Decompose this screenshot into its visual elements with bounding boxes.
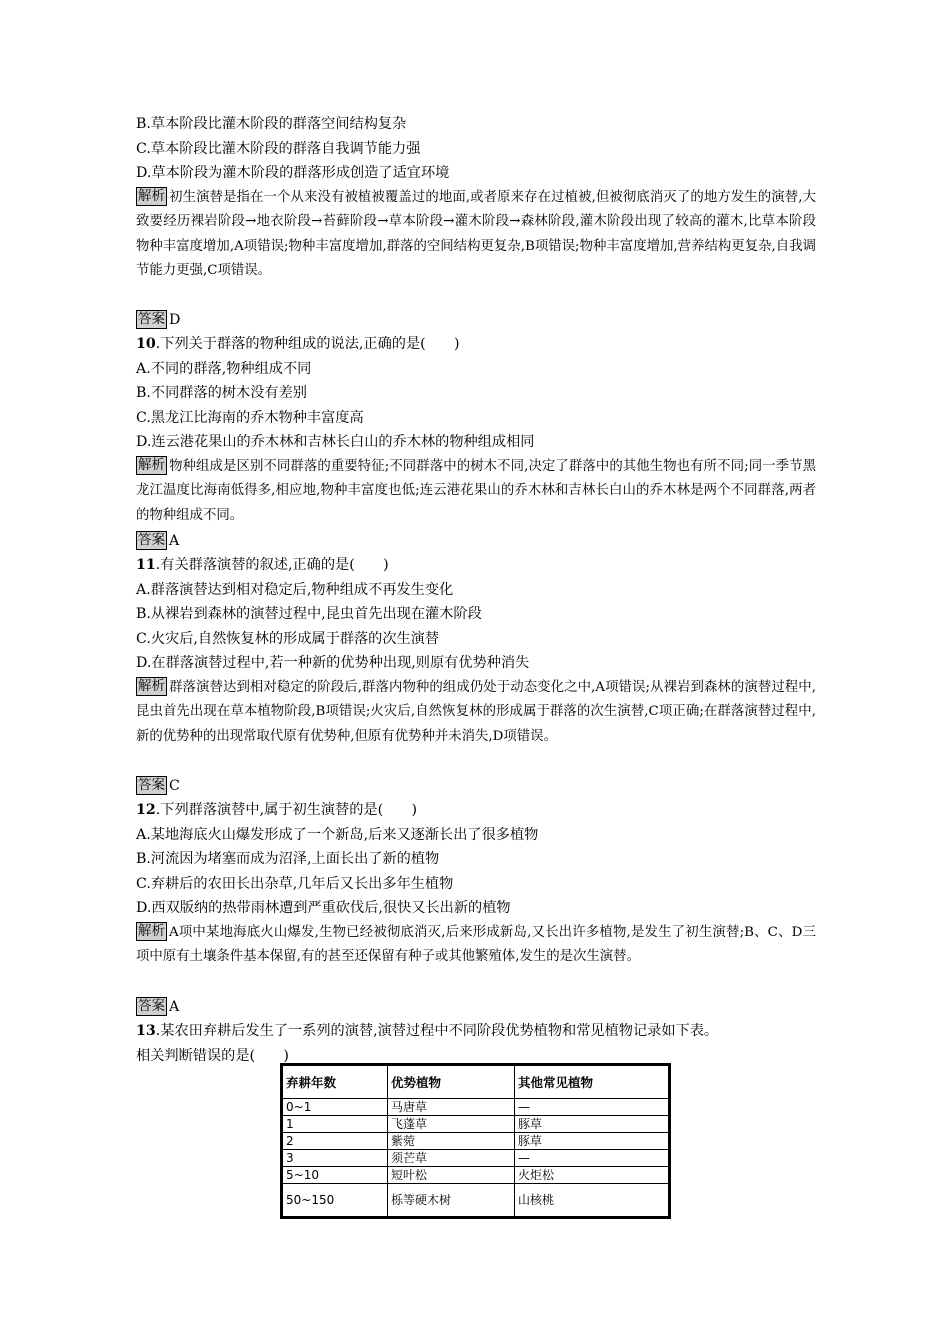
q12-option-a: A.某地海底火山爆发形成了一个新岛,后来又逐渐长出了很多植物	[136, 826, 539, 843]
q11-explanation	[136, 676, 816, 774]
table-cell: 2	[282, 1133, 388, 1150]
q9-option-b: B.草本阶段比灌木阶段的群落空间结构复杂	[136, 116, 407, 132]
q11-option-c: C.火灾后,自然恢复林的形成属于群落的次生演替	[136, 630, 440, 647]
q12-option-c: C.弃耕后的农田长出杂草,几年后又长出多年生植物	[136, 875, 454, 892]
q10-answer-value: A	[169, 532, 180, 549]
q11-option-d: D.在群落演替过程中,若一种新的优势种出现,则原有优势种消失	[136, 655, 530, 671]
table-cell: 豚草	[515, 1133, 670, 1150]
q9-option-d: D.草本阶段为灌木阶段的群落形成创造了适宜环境	[136, 165, 450, 181]
table-row	[282, 1116, 670, 1133]
answer-tag: 答案	[138, 310, 165, 327]
q9-answer	[136, 308, 816, 333]
q13-stem	[136, 1019, 816, 1044]
q12-stem	[136, 798, 816, 823]
answer-tag: 答案	[138, 531, 165, 548]
q10-explanation-text: 物种组成是区别不同群落的重要特征;不同群落中的树木不同,决定了群落中的其他生物也有所不同;同一季节黑龙江温度比海南低得多,相应地,物种丰富度也低;连云港花果山的乔木林和吉林长白山的乔木林是两个不同群落,两者的物种组成不同。	[136, 458, 816, 523]
q11-option-b: B.从裸岩到森林的演替过程中,昆虫首先出现在灌木阶段	[136, 606, 482, 622]
q11-answer	[136, 774, 816, 799]
answer-tag: 答案	[138, 997, 165, 1014]
q10-option-b: B.不同群落的树木没有差别	[136, 385, 307, 401]
q11-option-a: A.群落演替达到相对稳定后,物种组成不再发生变化	[136, 581, 454, 598]
table-cell: 火炬松	[515, 1167, 670, 1184]
q10-answer	[136, 529, 816, 554]
table-row	[282, 1167, 670, 1184]
q10-option-c: C.黑龙江比海南的乔木物种丰富度高	[136, 409, 364, 426]
explanation-tag: 解析	[138, 187, 165, 204]
q12-answer	[136, 995, 816, 1020]
q12-explanation-text: A项中某地海底火山爆发,生物已经被彻底消灭,后来形成新岛,又长出许多植物,是发生了初生演替;B、C、D三项中原有土壤条件基本保留,有的甚至还保留有种子或其他繁殖体,发生的是次生演替。	[136, 924, 816, 964]
table-cell: 50~150	[282, 1184, 388, 1218]
table-cell: —	[515, 1150, 670, 1167]
table-cell: —	[515, 1099, 670, 1116]
table-row	[282, 1099, 670, 1116]
table-cell: 短叶松	[388, 1167, 515, 1184]
table-cell: 5~10	[282, 1167, 388, 1184]
table-cell: 飞蓬草	[388, 1116, 515, 1133]
q12-answer-value: A	[169, 998, 180, 1015]
q12-number: 12	[136, 802, 156, 818]
table-cell: 3	[282, 1150, 388, 1167]
q10-stem-text: .下列关于群落的物种组成的说法,正确的是( )	[155, 336, 460, 352]
table-cell: 须芒草	[388, 1150, 515, 1167]
explanation-tag: 解析	[138, 456, 165, 473]
q11-answer-value: C	[169, 777, 180, 794]
q12-option-b: B.河流因为堵塞而成为沼泽,上面长出了新的植物	[136, 851, 440, 867]
q10-explanation	[136, 455, 816, 529]
table-cell: 1	[282, 1116, 388, 1133]
table-cell: 马唐草	[388, 1099, 515, 1116]
q11-number: 11	[136, 557, 156, 573]
table-header-row	[282, 1065, 670, 1099]
table-cell: 豚草	[515, 1116, 670, 1133]
explanation-tag: 解析	[138, 677, 165, 694]
table-cell: 紫菀	[388, 1133, 515, 1150]
table-cell: 山核桃	[515, 1184, 670, 1218]
q12-explanation	[136, 921, 816, 995]
table-cell: 0~1	[282, 1099, 388, 1116]
q10-number: 10	[136, 336, 156, 352]
q10-stem	[136, 332, 816, 357]
table-header: 优势植物	[388, 1065, 515, 1099]
q11-stem	[136, 553, 816, 578]
succession-table	[280, 1063, 671, 1219]
table-row	[282, 1150, 670, 1167]
table-row	[282, 1184, 670, 1218]
table-header: 其他常见植物	[515, 1065, 670, 1099]
table-header: 弃耕年数	[282, 1065, 388, 1099]
q9-explanation-text: 初生演替是指在一个从来没有被植被覆盖过的地面,或者原来存在过植被,但被彻底消灭了的地方发生的演替,大致要经历裸岩阶段→地衣阶段→苔藓阶段→草本阶段→灌木阶段→森林阶段,灌木阶段出现了较高的灌木,比草本阶段物种丰富度增加,A项错误;物种丰富度增加,群落的空间结构更复杂,B项错误;物种丰富度增加,营养结构更复杂,自我调节能力更强,C项错误。	[136, 189, 816, 278]
table-cell: 栎等硬木树	[388, 1184, 515, 1218]
table-row	[282, 1133, 670, 1150]
q13-stem-line2: 相关判断错误的是( )	[136, 1047, 289, 1064]
q10-option-d: D.连云港花果山的乔木林和吉林长白山的乔木林的物种组成相同	[136, 434, 535, 450]
answer-tag: 答案	[138, 776, 165, 793]
document-page	[136, 112, 816, 1068]
q12-stem-text: .下列群落演替中,属于初生演替的是( )	[155, 802, 418, 818]
q10-option-a: A.不同的群落,物种组成不同	[136, 360, 312, 377]
q9-explanation	[136, 186, 816, 308]
q13-stem-text: .某农田弃耕后发生了一系列的演替,演替过程中不同阶段优势植物和常见植物记录如下表。	[155, 1023, 719, 1039]
explanation-tag: 解析	[138, 922, 165, 939]
q13-number: 13	[136, 1023, 156, 1039]
q9-answer-value: D	[169, 311, 181, 328]
q12-option-d: D.西双版纳的热带雨林遭到严重砍伐后,很快又长出新的植物	[136, 900, 511, 916]
q11-explanation-text: 群落演替达到相对稳定的阶段后,群落内物种的组成仍处于动态变化之中,A项错误;从裸岩到森林的演替过程中,昆虫首先出现在草本植物阶段,B项错误;火灾后,自然恢复林的形成属于群落的次生演替,C项正确;在群落演替过程中,新的优势种的出现常取代原有优势种,但原有优势种并未消失,D项错误。	[136, 679, 816, 744]
q11-stem-text: .有关群落演替的叙述,正确的是( )	[155, 557, 389, 573]
q9-option-c: C.草本阶段比灌木阶段的群落自我调节能力强	[136, 140, 421, 157]
